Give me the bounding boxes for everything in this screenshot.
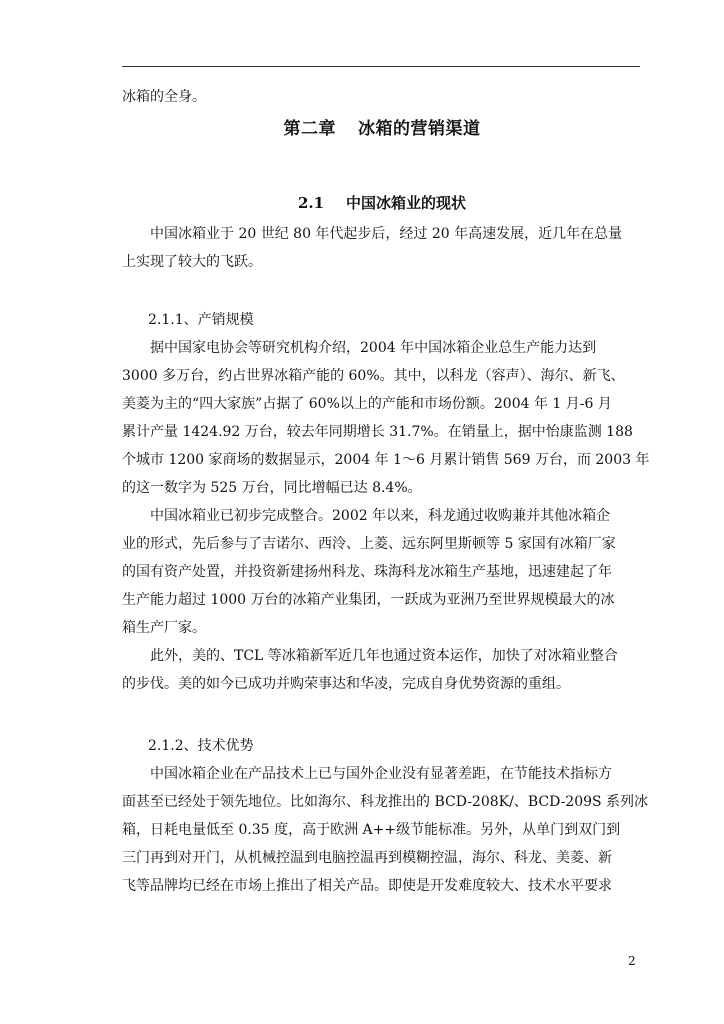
- page-number: 2: [628, 954, 636, 968]
- paragraph-line: 个城市 1200 家商场的数据显示，2004 年 1～6 月累计销售 569 万台，而 2003 年: [122, 452, 650, 468]
- paragraph-line: 面甚至已经处于领先地位。比如海尔、科龙推出的 BCD-208K/、BCD-209S 系列冰: [122, 794, 649, 810]
- subsection-1: [122, 306, 650, 698]
- chapter-title: 冰箱的营销渠道: [358, 119, 481, 139]
- section-title: 中国冰箱业的现状: [346, 194, 467, 212]
- paragraph-line: 箱生产厂家。: [122, 620, 206, 636]
- intro-paragraph: [122, 220, 642, 276]
- paragraph-line: 中国冰箱业已初步完成整合。2002 年以来，科龙通过收购兼并其他冰箱企: [150, 508, 611, 524]
- subsection-heading: 2.1.1、产销规模: [148, 312, 254, 328]
- section-heading: [122, 191, 642, 215]
- section-number: 2.1: [297, 194, 325, 212]
- paragraph-line: 的国有资产处置，并投资新建扬州科龙、珠海科龙冰箱生产基地，迅速建起了年: [122, 564, 612, 580]
- continued-text-line: 冰箱的全身。: [122, 89, 206, 105]
- paragraph-line: 此外，美的、TCL 等冰箱新军近几年也通过资本运作，加快了对冰箱业整合: [150, 648, 618, 664]
- subsection-2: [122, 732, 649, 900]
- paragraph-line: 中国冰箱业于 20 世纪 80 年代起步后，经过 20 年高速发展，近几年在总量: [150, 226, 623, 242]
- paragraph-line: 3000 多万台，约占世界冰箱产能的 60%。其中，以科龙（容声）、海尔、新飞、: [122, 368, 625, 384]
- paragraph-line: 三门再到对开门，从机械控温到电脑控温再到模糊控温，海尔、科龙、美菱、新: [122, 850, 612, 866]
- paragraph-line: 美菱为主的“四大家族”占据了 60%以上的产能和市场份额。2004 年 1 月-6 月: [122, 396, 612, 412]
- header-rule: [122, 66, 640, 67]
- subsection-heading: 2.1.2、技术优势: [148, 738, 254, 754]
- paragraph-line: 飞等品牌均已经在市场上推出了相关产品。即使是开发难度较大、技术水平要求: [122, 878, 612, 894]
- paragraph-line: 中国冰箱企业在产品技术上已与国外企业没有显著差距，在节能技术指标方: [150, 766, 612, 782]
- paragraph-line: 业的形式，先后参与了吉诺尔、西泠、上菱、远东阿里斯顿等 5 家国有冰箱厂家: [122, 536, 616, 552]
- paragraph-line: 的这一数字为 525 万台，同比增幅已达 8.4%。: [122, 480, 422, 496]
- paragraph-line: 的步伐。美的如今已成功并购荣事达和华凌，完成自身优势资源的重组。: [122, 676, 570, 692]
- paragraph-line: 生产能力超过 1000 万台的冰箱产业集团，一跃成为亚洲乃至世界规模最大的冰: [122, 592, 615, 608]
- paragraph-line: 箱，日耗电量低至 0.35 度，高于欧洲 A++级节能标准。另外，从单门到双门到: [122, 822, 621, 838]
- paragraph-line: 累计产量 1424.92 万台，较去年同期增长 31.7%。在销量上，据中怡康监测 188: [122, 424, 633, 440]
- chapter-heading: [122, 116, 642, 142]
- paragraph-line: 上实现了较大的飞跃。: [122, 254, 262, 270]
- page-top-line-block: [122, 83, 642, 111]
- chapter-number: 第二章: [283, 119, 336, 139]
- paragraph-line: 据中国家电协会等研究机构介绍，2004 年中国冰箱企业总生产能力达到: [150, 340, 597, 356]
